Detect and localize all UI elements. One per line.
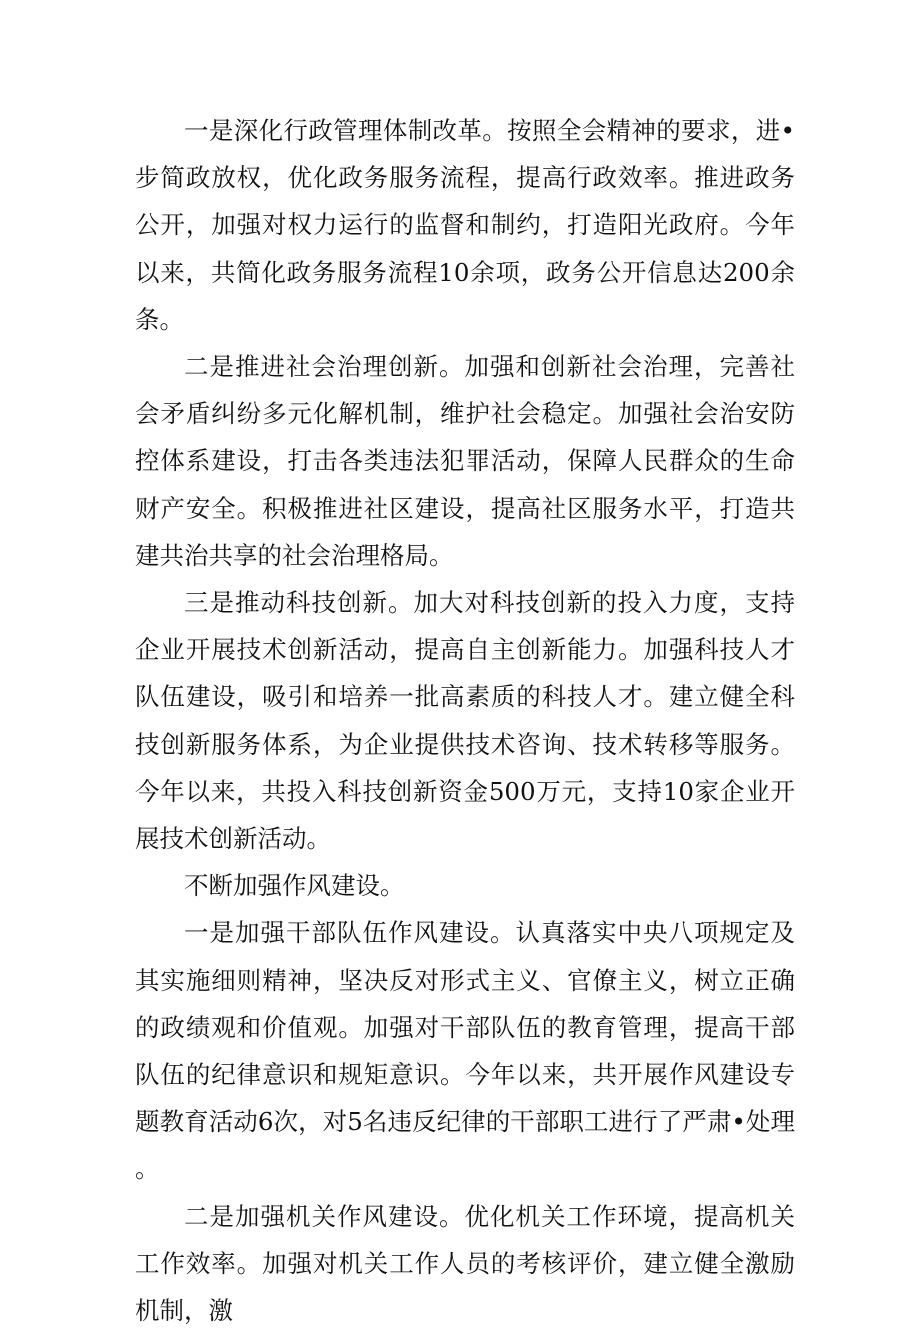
paragraph-administrative-reform: 一是深化行政管理体制改革。按照全会精神的要求，进•步简政放权，优化政务服务流程，提高行政效率。推进政务公开，加强对权力运行的监督和制约，打造阳光政府。今年以来，共简化政务服务流程10余项，政务公开信息达200余条。 bbox=[135, 116, 795, 334]
document-body bbox=[135, 107, 795, 1334]
paragraph-technology-innovation: 三是推动科技创新。加大对科技创新的投入力度，支持企业开展技术创新活动，提高自主创新能力。加强科技人才队伍建设，吸引和培养一批高素质的科技人才。建立健全科技创新服务体系，为企业提供技术咨询、技术转移等服务。今年以来，共投入科技创新资金500万元，支持10家企业开展技术创新活动。 bbox=[135, 588, 795, 854]
paragraph-social-governance: 二是推进社会治理创新。加强和创新社会治理，完善社会矛盾纠纷多元化解机制，维护社会稳定。加强社会治安防控体系建设，打击各类违法犯罪活动，保障人民群众的生命财产安全。积极推进社区建设，提高社区服务水平，打造共建共治共享的社会治理格局。 bbox=[135, 352, 795, 570]
paragraph-agency-work-style: 二是加强机关作风建设。优化机关工作环境，提高机关工作效率。加强对机关工作人员的考核评价，建立健全激励机制，激 bbox=[135, 1201, 795, 1326]
section-heading-work-style: 不断加强作风建设。 bbox=[184, 871, 405, 901]
paragraph-cadre-work-style: 一是加强干部队伍作风建设。认真落实中央八项规定及其实施细则精神，坚决反对形式主义、官僚主义，树立正确的政绩观和价值观。加强对干部队伍的教育管理，提高干部队伍的纪律意识和规矩意识。今年以来，共开展作风建设专题教育活动6次，对5名违反纪律的干部职工进行了严肃•处理。 bbox=[135, 918, 795, 1184]
